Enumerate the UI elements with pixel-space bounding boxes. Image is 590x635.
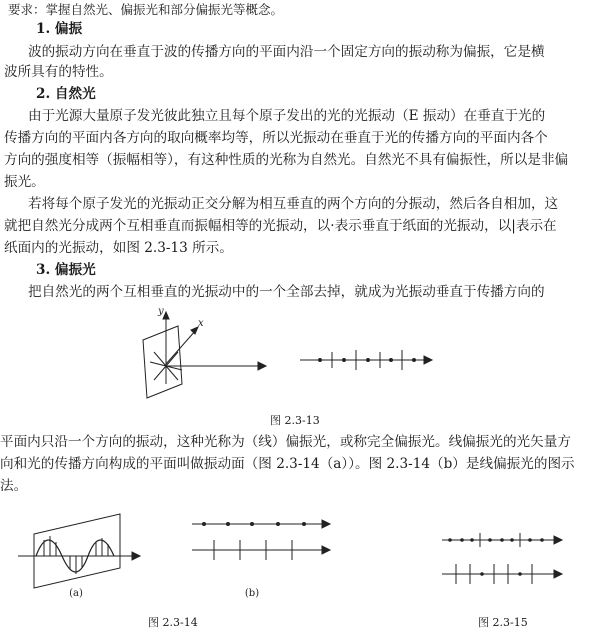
paragraph-line: 若将每个原子发光的光振动正交分解为相互垂直的两个方向的分振动，然后各自相加，这 <box>28 196 559 212</box>
figure-2-3-14a-label: (a) <box>69 588 83 599</box>
paragraph-line: 由于光源大量原子发光彼此独立且每个原子发出的光的光振动（E 振动）在垂直于光的 <box>28 108 546 124</box>
figures-2-3-14-and-2-3-15 <box>0 500 590 610</box>
x-axis-label: x <box>198 318 204 329</box>
paragraph-line: 波的振动方向在垂直于波的传播方向的平面内沿一个固定方向的振动称为偏振，它是横 <box>28 44 545 60</box>
paragraph-line: 振光。 <box>4 174 45 190</box>
paragraph-line: 向和光的传播方向构成的平面叫做振动面（图 2.3-14（a））。图 2.3-14（b）是线偏振光的图示 <box>0 456 575 472</box>
paragraph-line: 就把自然光分成两个互相垂直而振幅相等的光振动，以·表示垂直于纸面的光振动，以|表示在 <box>4 218 557 234</box>
section-3-heading: 3. 偏振光 <box>36 262 96 278</box>
requirement-line: 要求：掌握自然光、偏振光和部分偏振光等概念。 <box>8 2 284 17</box>
paragraph-line: 把自然光的两个互相垂直的光振动中的一个全部去掉，就成为光振动垂直于传播方向的 <box>28 284 545 300</box>
figure-2-3-13 <box>0 300 590 410</box>
figure-2-3-14-caption: 图 2.3-14 <box>148 616 198 629</box>
figure-2-3-13-caption: 图 2.3-13 <box>270 414 320 427</box>
paragraph-line: 传播方向的平面内各方向的取向概率均等，所以光振动在垂直于光的传播方向的平面内各个 <box>4 130 548 146</box>
paragraph-line: 波所具有的特性。 <box>4 64 113 80</box>
figure-2-3-14b-label: (b) <box>244 588 260 599</box>
vibration-plane <box>34 514 120 588</box>
section-2-heading: 2. 自然光 <box>36 86 96 102</box>
paragraph-line: 法。 <box>0 478 28 494</box>
paragraph-line: 平面内只沿一个方向的振动，这种光称为（线）偏振光，或称完全偏振光。线偏振光的光矢量方 <box>0 434 571 450</box>
paragraph-line: 方向的强度相等（振幅相等），有这种性质的光称为自然光。自然光不具有偏振性，所以是非偏 <box>4 152 569 168</box>
section-1-heading: 1. 偏振 <box>36 21 83 37</box>
paragraph-line: 纸面内的光振动，如图 2.3-13 所示。 <box>4 240 233 256</box>
y-axis-label: y <box>158 306 164 317</box>
figure-2-3-15-caption: 图 2.3-15 <box>478 616 528 629</box>
